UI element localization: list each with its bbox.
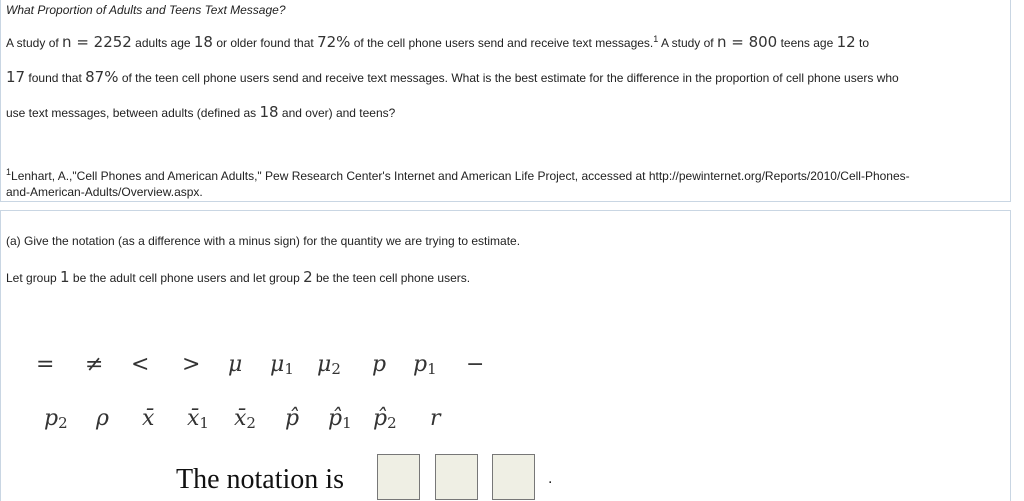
minus-symbol[interactable]: −: [466, 352, 485, 377]
text: teens age: [777, 36, 837, 50]
mu1-symbol[interactable]: [270, 352, 294, 378]
x-bar1-symbol[interactable]: [187, 406, 209, 432]
group-definition: [6, 268, 470, 286]
p-hat2-symbol[interactable]: [373, 406, 397, 432]
text: and over) and teens?: [278, 106, 396, 120]
answer-box-3[interactable]: [492, 454, 535, 500]
mu-letter: μ: [317, 352, 332, 377]
p-hat-letter: p̂: [328, 406, 343, 431]
question-title: What Proportion of Adults and Teens Text Message?: [6, 3, 286, 17]
text: of the cell phone users send and receive text messages.: [350, 36, 654, 50]
sentence-period: .: [548, 470, 553, 487]
x-bar-letter: x̄: [234, 406, 247, 431]
subscript: 2: [331, 360, 341, 378]
question-line-3: [6, 103, 395, 121]
p-letter: p: [44, 406, 59, 431]
equals-symbol[interactable]: =: [36, 352, 55, 377]
teen-sample-size: n = 800: [716, 33, 778, 51]
p-letter: p: [413, 352, 428, 377]
group-1-number: 1: [60, 268, 70, 286]
p-hat-symbol[interactable]: p̂: [285, 406, 300, 431]
p1-symbol[interactable]: [413, 352, 437, 378]
part-a-prompt: (a) Give the notation (as a difference with a minus sign) for the quantity we are trying to estimate.: [6, 234, 521, 248]
p-hat1-symbol[interactable]: [328, 406, 352, 432]
answer-box-2[interactable]: [435, 454, 478, 500]
adult-percent: 72%: [317, 33, 351, 51]
not-equal-symbol[interactable]: ≠: [85, 352, 104, 377]
text: Let group: [6, 271, 61, 285]
x-bar-symbol[interactable]: x̄: [142, 406, 155, 431]
x-bar-letter: x̄: [187, 406, 200, 431]
subscript: 1: [199, 414, 209, 432]
teen-percent: 87%: [85, 68, 119, 86]
x-bar2-symbol[interactable]: [234, 406, 256, 432]
mu-letter: μ: [270, 352, 285, 377]
text: be the teen cell phone users.: [312, 271, 471, 285]
subscript: 2: [387, 414, 397, 432]
text: to: [855, 36, 870, 50]
p-symbol[interactable]: p: [372, 352, 387, 377]
text: of the teen cell phone users send and receive text messages. What is the best estimate for the difference in the proportion of cell phone users who: [118, 71, 899, 85]
subscript: 1: [427, 360, 437, 378]
question-line-1: [6, 33, 869, 51]
notation-label: The notation is: [176, 464, 344, 495]
text: found that: [25, 71, 86, 85]
p2-symbol[interactable]: [44, 406, 68, 432]
text: A study of: [658, 36, 717, 50]
teen-min-age: 12: [836, 33, 856, 51]
text: A study of: [6, 36, 63, 50]
footnote-text-1: Lenhart, A.,"Cell Phones and American Adults," Pew Research Center's Internet and American Life Project, accessed at http://pewinternet.org/Reports/2010/Cell-Phones-: [11, 169, 910, 183]
footnote-text-2: and-American-Adults/Overview.aspx.: [6, 185, 203, 199]
adult-age-def: 18: [259, 103, 279, 121]
group-2-number: 2: [303, 268, 313, 286]
footnote: [6, 164, 910, 200]
subscript: 2: [58, 414, 68, 432]
footnote-marker: 1: [653, 34, 659, 44]
subscript: 1: [342, 414, 352, 432]
scrollbar-track[interactable]: [1011, 0, 1024, 501]
mu-symbol[interactable]: μ: [228, 352, 243, 377]
text: or older found that: [212, 36, 318, 50]
footnote-number: 1: [6, 167, 12, 177]
text: adults age: [131, 36, 194, 50]
text: be the adult cell phone users and let group: [69, 271, 304, 285]
mu2-symbol[interactable]: [317, 352, 341, 378]
adult-age: 18: [193, 33, 213, 51]
subscript: 2: [246, 414, 256, 432]
answer-box-1[interactable]: [377, 454, 420, 500]
p-hat-letter: p̂: [373, 406, 388, 431]
teen-max-age: 17: [6, 68, 26, 86]
text: use text messages, between adults (defined as: [6, 106, 260, 120]
question-line-2: [6, 68, 899, 86]
less-than-symbol[interactable]: <: [131, 352, 150, 377]
rho-symbol[interactable]: ρ: [96, 406, 109, 431]
greater-than-symbol[interactable]: >: [182, 352, 201, 377]
adult-sample-size: n = 2252: [62, 33, 132, 51]
r-symbol[interactable]: r: [430, 406, 441, 431]
subscript: 1: [284, 360, 294, 378]
